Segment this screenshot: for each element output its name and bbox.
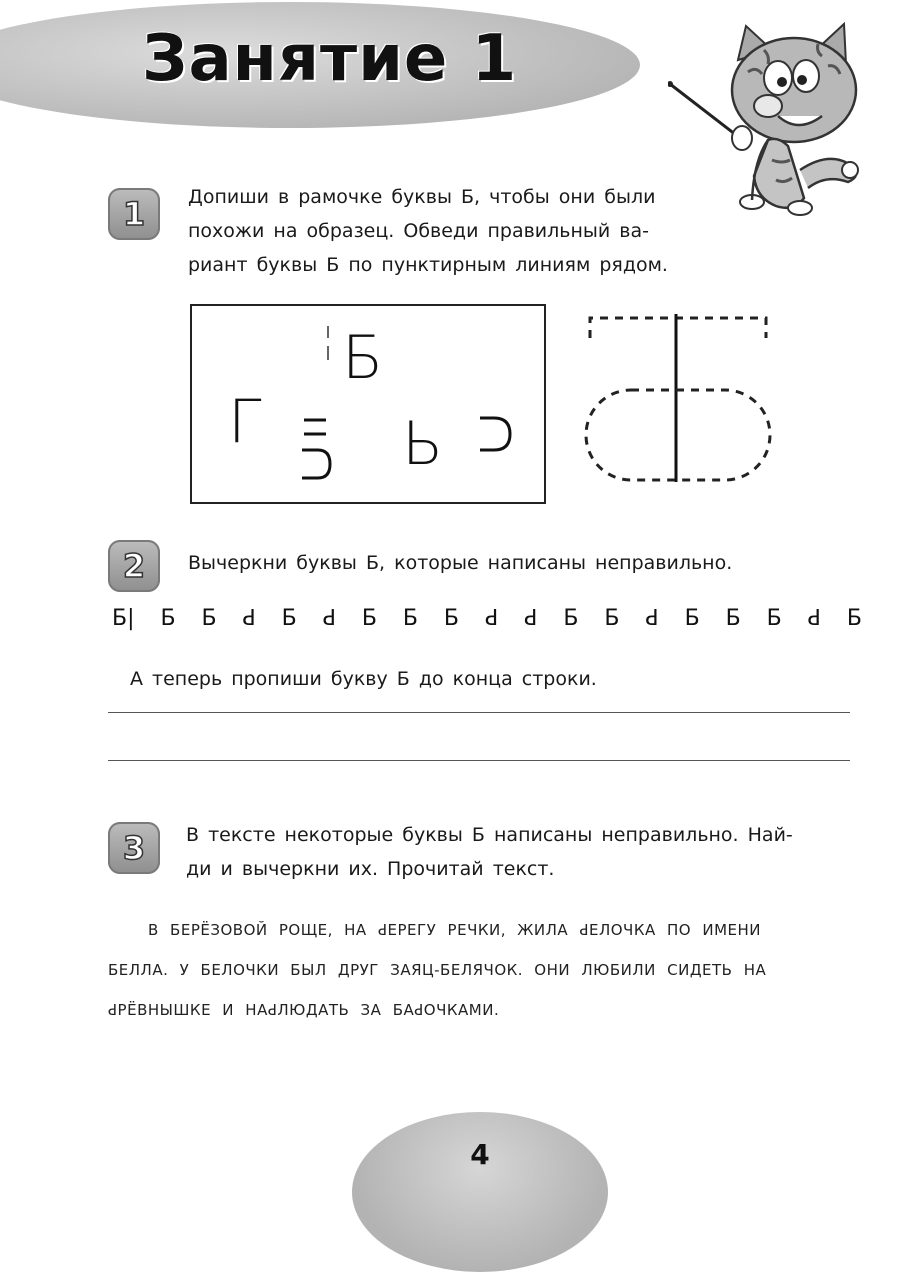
letter-completion-box[interactable] [190, 304, 546, 504]
letter-item[interactable]: ꓒ [242, 606, 256, 631]
letter-item[interactable]: Б [201, 606, 217, 631]
fragment-soft-sign: Ь [402, 409, 444, 479]
fragment-arc [476, 412, 516, 462]
letter-row [112, 606, 862, 631]
writing-line-1[interactable] [108, 712, 850, 713]
letter-item[interactable]: Б [443, 606, 460, 631]
letter-item[interactable]: ꓒ [322, 606, 336, 631]
letter-item[interactable]: ꓒ [524, 606, 538, 631]
fragment-g: Г [228, 387, 262, 457]
sample-letter-ticks [322, 324, 342, 364]
story-line-3: ꓒРЁВНЫШКЕ И НАꓒЛЮДАТЬ ЗА БАꓒОЧКАМИ. [108, 1001, 500, 1019]
task-number-badge-1: 1 [108, 188, 160, 240]
letter-item[interactable]: Б [402, 606, 418, 631]
task-3-line-1: В тексте некоторые буквы Б написаны неправильно. Най- [186, 824, 793, 846]
writing-line-2[interactable] [108, 760, 850, 761]
letter-item[interactable]: Б [281, 606, 297, 631]
story-line-2: БЕЛЛА. У БЕЛОЧКИ БЫЛ ДРУГ ЗАЯЦ-БЕЛЯЧОК. ОНИ ЛЮБИЛИ СИДЕТЬ НА [108, 961, 767, 979]
sample-letter: Б [342, 323, 384, 393]
letter-item[interactable]: Б [766, 606, 782, 631]
story-line-1: В БЕРЁЗОВОЙ РОЩЕ, НА ꓒЕРЕГУ РЕЧКИ, ЖИЛА ꓒЕЛОЧКА ПО ИМЕНИ [148, 921, 762, 939]
task-2-instruction: Вычеркни буквы Б, которые написаны неправильно. [188, 552, 733, 574]
letter-item[interactable]: ꓒ [807, 606, 821, 631]
copy-instruction: А теперь пропиши букву Б до конца строки. [130, 668, 597, 690]
task-number-badge-3: 3 [108, 822, 160, 874]
task-3-line-2: ди и вычеркни их. Прочитай текст. [186, 858, 555, 880]
page-title: Занятие 1 [142, 22, 518, 96]
letter-item[interactable]: ꓒ [484, 606, 499, 631]
letter-item[interactable]: Б| [112, 606, 135, 631]
page-number-banner [352, 1112, 608, 1272]
fragment-reversed-c [296, 414, 336, 484]
letter-item[interactable]: Б [160, 606, 176, 631]
page-number: 4 [470, 1138, 490, 1171]
task-3-instruction [186, 818, 866, 886]
task-1-line-3: риант буквы Б по пунктирным линиям рядом. [188, 254, 668, 276]
task-1-instruction [188, 180, 728, 282]
task-1-line-1: Допиши в рамочке буквы Б, чтобы они были [188, 186, 656, 208]
letter-item[interactable]: ꓒ [645, 606, 659, 631]
letter-item[interactable]: Б [604, 606, 620, 631]
letter-item[interactable]: Б [563, 606, 579, 631]
letter-item[interactable]: Б [684, 606, 700, 631]
letter-item[interactable]: Б [846, 606, 862, 631]
letter-item[interactable]: Б [361, 606, 377, 631]
story-text [108, 910, 848, 1030]
task-1-line-2: похожи на образец. Обведи правильный ва- [188, 220, 649, 242]
letter-item[interactable]: Б [725, 606, 741, 631]
dotted-tracing-letter[interactable] [578, 304, 778, 494]
task-number-badge-2: 2 [108, 540, 160, 592]
